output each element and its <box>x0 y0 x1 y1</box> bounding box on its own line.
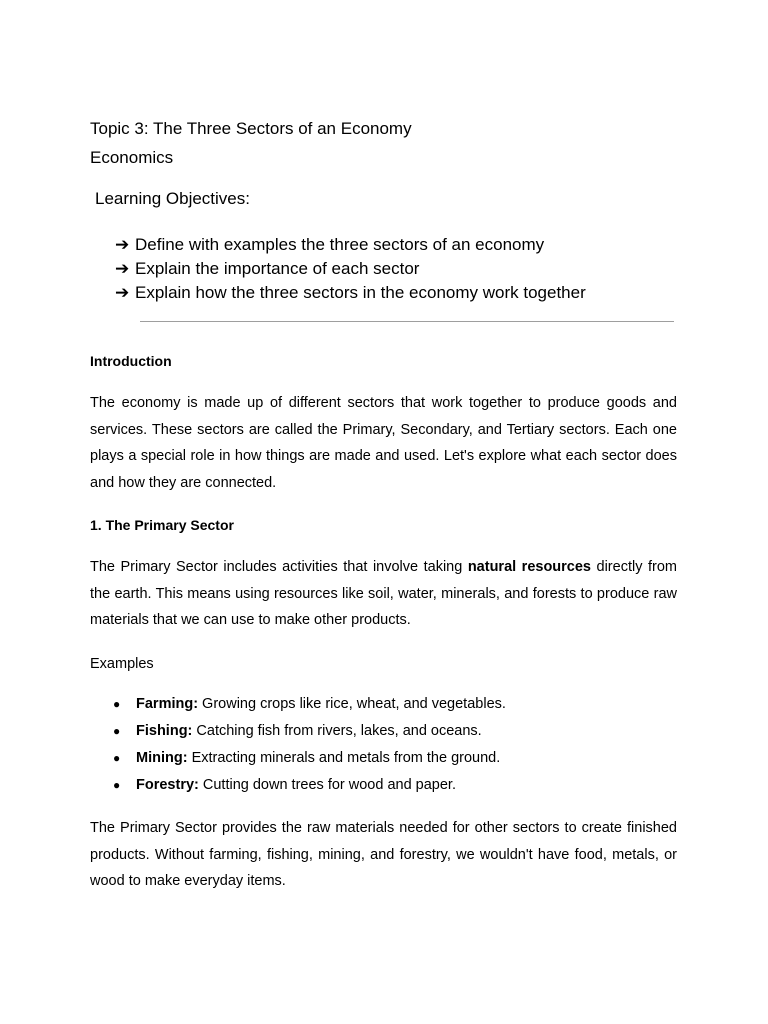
objective-text: Explain how the three sectors in the economy work together <box>135 283 586 302</box>
horizontal-divider <box>140 321 674 322</box>
list-item <box>113 745 506 772</box>
example-description: Extracting minerals and metals from the ground. <box>187 750 501 766</box>
example-description: Cutting down trees for wood and paper. <box>198 777 456 793</box>
learning-objectives-list <box>115 233 586 305</box>
objective-text: Define with examples the three sectors of an economy <box>135 235 545 254</box>
bold-phrase: natural resources <box>467 559 591 575</box>
example-description: Catching fish from rivers, lakes, and oceans. <box>192 723 482 739</box>
introduction-heading: Introduction <box>90 353 172 369</box>
list-item <box>113 718 506 745</box>
bullet-icon: ● <box>113 778 121 792</box>
example-term: Mining: <box>136 750 188 766</box>
bullet-icon: ● <box>113 697 121 711</box>
primary-sector-paragraph <box>90 554 677 634</box>
example-term: Farming: <box>136 696 199 712</box>
objective-item <box>115 281 586 305</box>
paragraph-text: The Primary Sector includes activities that involve taking <box>90 559 468 575</box>
list-item <box>113 772 506 799</box>
example-term: Fishing: <box>136 723 193 739</box>
arrow-icon: ➔ <box>115 259 130 278</box>
paragraph-text: directly from the earth. This means using resources like soil, water, minerals, and forests to produce raw materials that we can use to make other products. <box>90 559 677 628</box>
document-title: Topic 3: The Three Sectors of an Economy <box>90 119 412 138</box>
bullet-icon: ● <box>113 751 121 765</box>
example-term: Forestry: <box>136 777 199 793</box>
objective-text: Explain the importance of each sector <box>135 259 420 278</box>
example-description: Growing crops like rice, wheat, and vegetables. <box>198 696 506 712</box>
primary-sector-heading: 1. The Primary Sector <box>90 517 234 533</box>
bullet-icon: ● <box>113 724 121 738</box>
subject-label: Economics <box>90 148 174 167</box>
introduction-paragraph: The economy is made up of different sectors that work together to produce goods and services. These sectors are called the Primary, Secondary, and Tertiary sectors. Each one plays a special role in how things are made and used. Let's explore what each sector does and how they are connected. <box>90 395 677 491</box>
objective-item <box>115 257 586 281</box>
examples-label: Examples <box>90 656 154 672</box>
objective-item <box>115 233 586 257</box>
arrow-icon: ➔ <box>115 283 130 302</box>
learning-objectives-heading: Learning Objectives: <box>95 189 250 208</box>
primary-sector-closing-paragraph: The Primary Sector provides the raw materials needed for other sectors to create finished products. Without farming, fishing, mining, and forestry, we wouldn't have food, metals, or wood to make everyday items. <box>90 820 677 889</box>
examples-list <box>113 691 506 799</box>
list-item <box>113 691 506 718</box>
arrow-icon: ➔ <box>115 235 130 254</box>
